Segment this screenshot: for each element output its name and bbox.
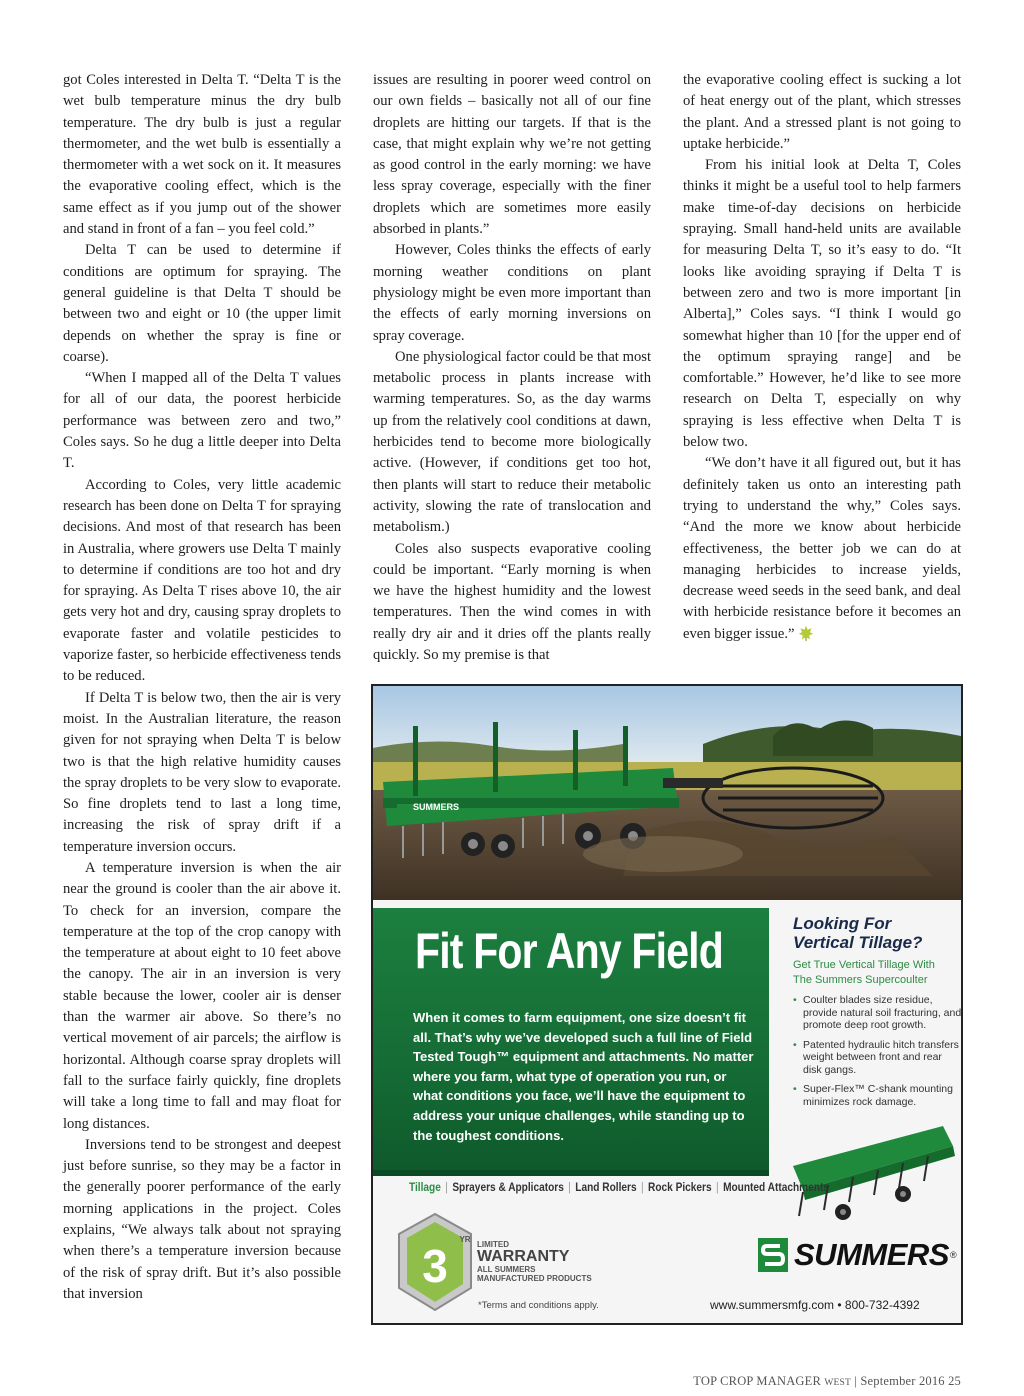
promo-question-line-2: Vertical Tillage? [793,933,923,952]
magazine-edition: WEST [824,1378,852,1388]
ad-headline: Fit For Any Field [415,923,723,979]
paragraph: the evaporative cooling effect is sucking a lot of heat energy out of the plant, which stresses the plant. And a stressed plant is not going to uptake herbicide.” [683,72,961,152]
warranty-limited: LIMITED [477,1240,509,1249]
page-footer [693,1374,961,1389]
registered-mark: ® [949,1250,957,1260]
paragraph: According to Coles, very little academic research has been done on Delta T for spraying decisions. And most of that research has been in Australia, where growers use Delta T mainly to determine if conditions are too hot and dry for spraying. As Delta T rises above 10, the air gets very hot and dry, causing spray droplets to evaporate faster and volatile pesticides to vaporize faster, so herbicide effectiveness tends to be reduced. [63,476,341,685]
warranty-word: WARRANTY [477,1248,570,1265]
badge-number: 3 [422,1240,448,1292]
warranty-text [477,1240,592,1283]
promo-question [793,914,963,952]
contact-line [710,1298,920,1312]
summers-s-emblem-icon [758,1238,788,1272]
badge-yr: YR [459,1235,471,1244]
category-mounted-attachments[interactable]: Mounted Attachments [723,1182,829,1194]
promo-bullet: • Coulter blades size residue, provide natural soil fracturing, and promote deep root growth. [793,994,963,1032]
ad-body-text: When it comes to farm equipment, one size doesn’t fit all. That’s why we’ve developed such a full line of Field Tested Tough™ equipment and attachments. No matter where you farm, what type of operation you run, or what conditions you face, we’ll have the equipment to address your unique challenges, while standing up to the toughest conditions. [413,1010,754,1143]
terms-note: *Terms and conditions apply. [478,1300,599,1311]
issue-date: September 2016 [860,1374,945,1388]
category-sprayers[interactable]: Sprayers & Applicators [452,1182,564,1194]
contact-separator: • [837,1298,842,1312]
category-tillage[interactable]: Tillage [409,1182,441,1194]
warranty-line-2: MANUFACTURED PRODUCTS [477,1274,592,1283]
warranty-badge-icon [395,1212,475,1312]
leaf-icon [798,625,814,641]
promo-question-line-1: Looking For [793,914,892,933]
promo-bullet: • Patented hydraulic hitch transfers weight between front and rear disk gangs. [793,1039,963,1077]
paragraph: Coles also suspects evaporative cooling could be important. “Early morning is when we have the highest humidity and the lowest temperatures. Then the wind comes in with really dry air and it dries off the plants really quickly. So my premise is that [373,540,651,664]
implement-brand-label: SUMMERS [413,802,460,812]
category-rock-pickers[interactable]: Rock Pickers [648,1182,712,1194]
supercoulter-illustration [783,1106,959,1226]
magazine-name: TOP CROP MANAGER [693,1374,822,1388]
paragraph-text: “We don’t have it all figured out, but it has definitely taken us onto an interesting path trying to understand the why,” Coles says. “And the more we know about herbicide effectiveness, the better job we can do at managing herbicides to increase yields, decrease weed seeds in the seed bank, and deal with herbicide resistance before it becomes an even bigger issue.” [683,455,961,642]
promo-subtitle [793,958,963,988]
paragraph: If Delta T is below two, then the air is very moist. In the Australian literature, the reason given for not spraying when Delta T is below two is that the high relative humidity causes the spray droplets to be very slow to evaporate. So fine droplets tend to last a long time, increasing the risk of spray drift if a temperature inversion occurs. [63,689,341,855]
paragraph: One physiological factor could be that most metabolic process in plants increase with warming temperatures. So, as the day warms up from the relatively cool conditions at dawn, herbicides tend to become more biologically active. (However, if conditions get too hot, then plants will start to reduce their metabolic activity, slowing the rate of translocation and metabolism.) [373,348,651,536]
article-column-2 [373,70,651,666]
category-divider: | [445,1182,448,1194]
paragraph: From his initial look at Delta T, Coles thinks it might be a useful tool to help farmers make time-of-day decisions on herbicide spraying. Small hand-held units are available for measuring Delta T, so it’s easy to do. “It looks like avoiding spraying if Delta T is between zero and two is more important [in Alberta],” Coles says. “I think I would go somewhat higher than 10 [for the upper end of the optimum spraying range] and be comfortable.” However, he’d like to see more research on Delta T, especially on why spraying is less effective when Delta T is below two. [683,157,961,451]
article-column-3 [683,70,961,645]
paragraph: A temperature inversion is when the air near the ground is cooler than the air above it. To check for an inversion, compare the temperature at the top of the crop canopy with the temperature at about eight to 10 feet above the canopy. The air in an inversion is very stable because the lower, cooler air is denser than the warmer air above. So there’s no vertical movement of air parcels; the airflow is horizontal. Although coarse spray droplets will fall to the surface fairly quickly, fine droplets will take a long time to fall and may float for long distances. [63,859,341,1132]
tillage-equipment-photo [373,686,961,900]
promo-subtitle-line-1: Get True Vertical Tillage With [793,959,935,971]
product-category-bar [409,1182,829,1194]
article-column-1 [63,70,341,1305]
summers-logo[interactable] [758,1238,957,1272]
phone-number[interactable]: 800-732-4392 [844,1298,920,1312]
field-scene-illustration [373,686,961,900]
category-divider: | [716,1182,719,1194]
paragraph: Inversions tend to be strongest and deepest just before sunrise, so they may be a factor in the generally poorer performance of the early morning applications in the project. Coles explains, “We always talk about not spraying when there’s a temperature inversion because of the risk of spray drift. But it’s also possible that inversion [63,1136,341,1302]
summers-advertisement[interactable] [371,684,963,1325]
page-number: 25 [948,1374,961,1388]
category-divider: | [568,1182,571,1194]
vertical-tillage-promo [793,914,963,1115]
category-land-rollers[interactable]: Land Rollers [575,1182,637,1194]
footer-divider: | [854,1374,858,1388]
category-divider: | [641,1182,644,1194]
paragraph [683,453,961,645]
paragraph: However, Coles thinks the effects of early morning weather conditions on plant physiology might be even more important than the effects of early morning inversions on spray coverage. [373,242,651,344]
warranty-line-1: ALL SUMMERS [477,1265,536,1274]
paragraph: Delta T can be used to determine if conditions are optimum for spraying. The general guideline is that Delta T should be between two and eight or 10 (the upper limit depends on whether the spray is fine or coarse). [63,242,341,365]
promo-bullet: • Super-Flex™ C-shank mounting minimizes rock damage. [793,1083,963,1108]
logo-wordmark: SUMMERS [794,1237,949,1272]
paragraph: got Coles interested in Delta T. “Delta T is the wet bulb temperature minus the dry bulb temperature. The dry bulb is just a regular thermometer, and the wet bulb is essentially a thermometer with a wet sock on it. It measures the evaporative cooling effect, which is the same effect as if you jump out of the shower and stand in front of a fan – you feel cold.” [63,72,341,238]
paragraph: issues are resulting in poorer weed control on our own fields – basically not all of our fine droplets are hitting our targets. If that is the case, that might explain why we’re not getting as good control in the early morning: we have less spray coverage, especially with the finer droplets which are sometimes more easily absorbed in plants.” [373,72,651,238]
promo-subtitle-line-2: The Summers Supercoulter [793,974,928,986]
website-link[interactable]: www.summersmfg.com [710,1298,835,1312]
paragraph: “When I mapped all of the Delta T values for all of our data, the poorest herbicide performance was between zero and two,” Coles says. So he dug a little deeper into Delta T. [63,370,341,472]
